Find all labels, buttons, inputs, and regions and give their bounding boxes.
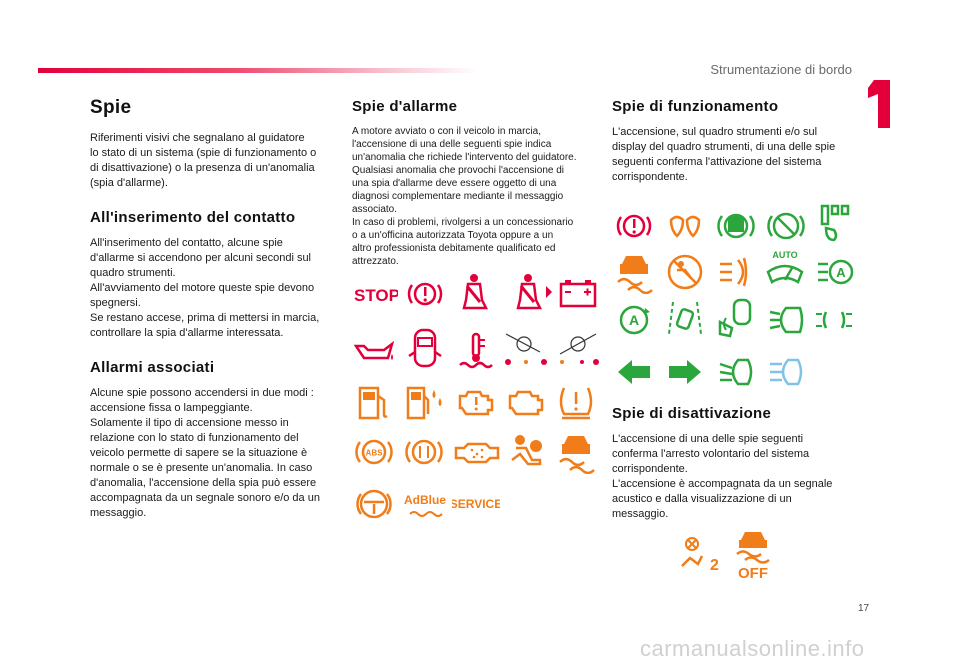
column-deactivation-lights [612, 405, 852, 522]
brake-warning-red-icon [612, 204, 656, 248]
engine-alert-icon [454, 380, 498, 424]
sidelights-icon [812, 298, 856, 342]
glow-plug-icon [663, 204, 707, 248]
parking-brake-icon [714, 204, 758, 248]
deact-two-label: 2 [710, 557, 719, 574]
auto-label: AUTO [772, 250, 798, 260]
chapter-number [862, 78, 894, 130]
engine-fault-icon [504, 380, 548, 424]
contact-text: All'inserimento del contatto, alcune spie d'allarme si accendono per alcuni secondi sul quadro strumenti. All'avviamento del motore queste spie devono spegnersi. Se restano accese, prima di mettersi in marcia, controllare la spia d'allarme interessata. [90, 237, 320, 339]
steering-warning-icon [352, 482, 396, 526]
auto-headlamp-icon [812, 250, 856, 294]
fuel-low-icon [352, 380, 396, 424]
lane-departure-icon [663, 296, 707, 340]
particle-filter-icon [452, 430, 500, 474]
header-accent-bar [38, 68, 478, 73]
esc-off-icon [730, 528, 776, 580]
rear-fog-light-icon [714, 250, 758, 294]
off-label: OFF [738, 565, 768, 580]
brake-pad-icon [402, 430, 446, 474]
warning-text: A motore avviato o con il veicolo in marcia, l'accensione di una delle seguenti spie indica un'anomalia che richiede l'intervento del guidatore. Qualsiasi anomalia che provochi l'accensione di una spia d'allarme deve essere oggetto di una diagnosi complementare mediante il messaggio associato. In caso di problemi, rivolgersi a un concessionario o a un'officina autorizzata Toyota oppure a un altro professionista debitamente qualificato ed attrezzato. [352, 126, 577, 267]
airbag-off-icon [663, 250, 707, 294]
indicator-text: L'accensione, sul quadro strumenti e/o sul display del quadro strumenti, di una delle spie seguenti conferma l'attivazione del sistema corrispondente. [612, 126, 836, 183]
auto-headlamp-label: A [836, 265, 846, 280]
title-alarms: Allarmi associati [90, 359, 215, 376]
steering-lock-icon [552, 326, 602, 370]
deactivation-text: L'accensione di una delle spie seguenti conferma l'arresto volontario del sistema corrispondente. L'accensione è accompagnata da un segnale acustico e dalla visualizzazione di un messaggio. [612, 433, 833, 520]
power-steering-icon [500, 326, 550, 370]
column-warning-lights-intro [90, 97, 335, 521]
stop-start-icon [612, 298, 656, 342]
coolant-temperature-icon [454, 328, 498, 372]
right-turn-signal-icon [663, 350, 707, 394]
foot-on-brake-icon [812, 200, 856, 244]
adblue-icon [402, 484, 448, 528]
watermark: carmanualsonline.info [640, 636, 865, 661]
adblue-label: AdBlue [404, 493, 446, 507]
auto-wipers-icon [762, 246, 808, 290]
dipped-beam-icon [714, 350, 758, 394]
page-number: 17 [858, 603, 870, 614]
stop-start-label: A [628, 312, 640, 328]
brake-warning-icon [403, 272, 447, 316]
intro-text: Riferimenti visivi che segnalano al guidatore lo stato di un sistema (spie di funzionamento o di disattivazione) o la presenza di un'anomalia (spia d'allarme). [90, 132, 317, 189]
title-deactivation-lights: Spie di disattivazione [612, 405, 772, 422]
stop-label: STOP [354, 286, 398, 305]
column-indicator-lights [612, 98, 852, 185]
abs-icon [352, 430, 396, 474]
oil-pressure-icon [352, 328, 396, 372]
alarms-text: Alcune spie possono accendersi in due modi : accensione fissa o lampeggiante. Solamente il tipo di accensione messo in relazione con lo stato di funzionamento del veicolo permette di sapere se la situazione è normale o se è presente un'anomalia. In caso d'anomalia, l'accensione della spia può essere accompagnata da un segnale sonoro e/o da un messaggio. [90, 387, 320, 519]
fuel-water-icon [402, 380, 446, 424]
title-warning-lights: Spie d'allarme [352, 98, 458, 115]
passenger-airbag-off-icon [676, 534, 722, 578]
airbag-icon [504, 430, 548, 474]
section-header: Strumentazione di bordo [710, 62, 852, 77]
left-turn-signal-icon [612, 350, 656, 394]
service-icon [452, 482, 500, 526]
front-fog-light-icon [764, 298, 808, 342]
parking-sensors-icon [714, 296, 758, 340]
esc-active-icon [612, 250, 656, 294]
seatbelt-icon [452, 270, 496, 314]
service-label: SERVICE [452, 497, 500, 511]
stability-control-icon [554, 430, 598, 474]
title-indicator-lights: Spie di funzionamento [612, 98, 779, 115]
stop-icon [352, 272, 398, 316]
passenger-seatbelt-icon [506, 270, 554, 314]
tyre-pressure-icon [554, 380, 598, 424]
abs-label: ABS [365, 448, 383, 458]
column-warning-lights [352, 98, 592, 268]
battery-icon [556, 272, 600, 316]
main-beam-icon [764, 350, 808, 394]
title-spie: Spie [90, 97, 132, 118]
door-open-icon [403, 326, 447, 370]
speed-limiter-icon [764, 204, 808, 248]
title-contact: All'inserimento del contatto [90, 209, 296, 226]
